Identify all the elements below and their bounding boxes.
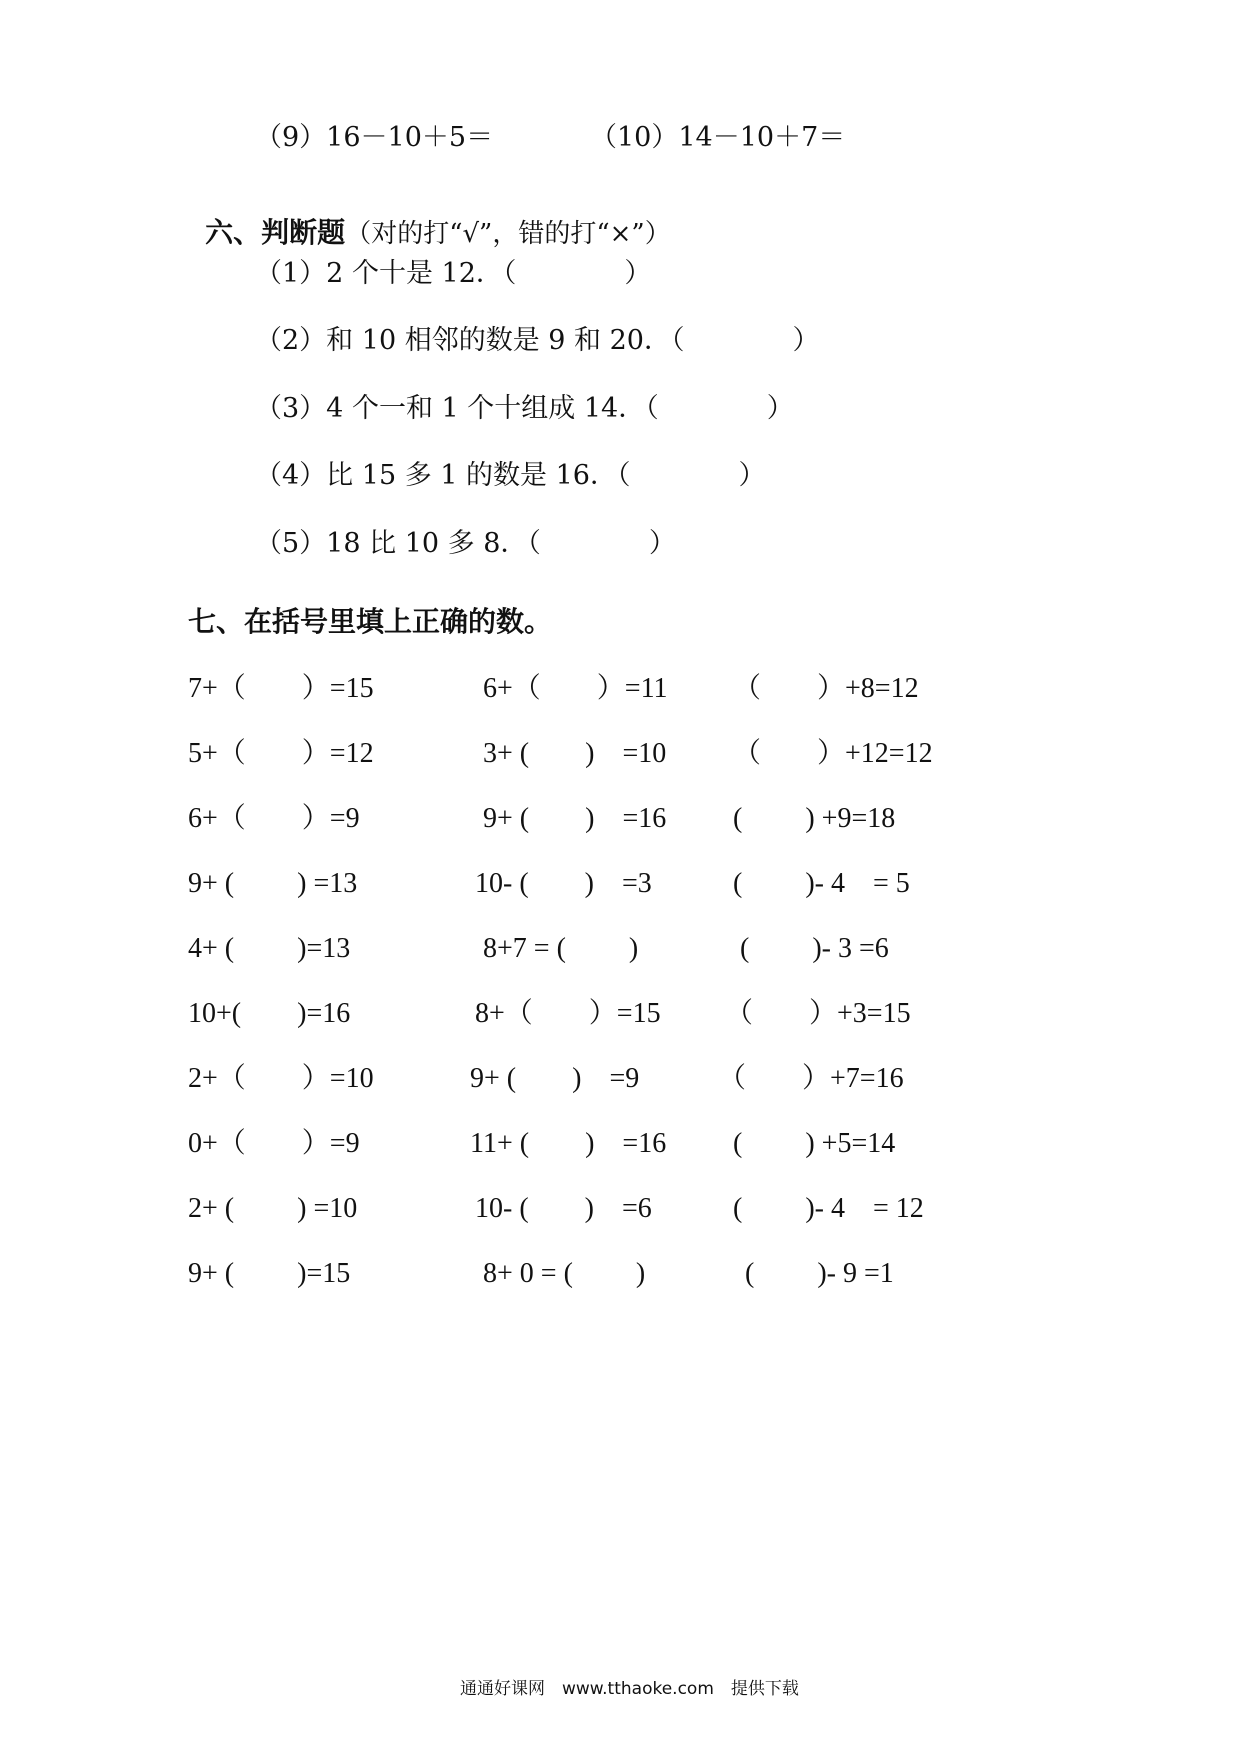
equation-r10-c3: ( )- 9 =1 [745, 1258, 894, 1289]
judgment-item-4: （4）比 15 多 1 的数是 16．（ ） [255, 460, 766, 491]
equation-r5-c2: 8+7 = ( ) [483, 933, 639, 964]
section-7-title: 七、在括号里填上正确的数。 [188, 605, 553, 638]
equation-r10-c2: 8+ 0 = ( ) [483, 1258, 646, 1289]
equation-r8-c2: 11+ ( ) =16 [470, 1128, 667, 1159]
equation-r4-c1: 9+ ( ) =13 [188, 868, 358, 899]
equation-r2-c3: （ ）+12=12 [733, 738, 933, 769]
equation-r5-c1: 4+ ( )=13 [188, 933, 351, 964]
equation-r3-c1: 6+（ ）=9 [188, 803, 360, 834]
equation-r9-c2: 10- ( ) =6 [475, 1193, 652, 1224]
equation-r2-c1: 5+（ ）=12 [188, 738, 374, 769]
section-6-heading [188, 192, 671, 247]
footer-text: 通通好课网 www.tthaoke.com 提供下载 [460, 1679, 799, 1699]
problem-9: （9）16－10＋5＝ [255, 122, 494, 153]
equation-r10-c1: 9+ ( )=15 [188, 1258, 351, 1289]
equation-r7-c2: 9+ ( ) =9 [470, 1063, 640, 1094]
equation-r3-c2: 9+ ( ) =16 [483, 803, 667, 834]
equation-r7-c1: 2+（ ）=10 [188, 1063, 374, 1094]
judgment-item-2: （2）和 10 相邻的数是 9 和 20．（ ） [255, 325, 820, 356]
equation-r9-c3: ( )- 4 = 12 [733, 1193, 924, 1224]
judgment-item-3: （3）4 个一和 1 个十组成 14．（ ） [255, 393, 794, 424]
equation-r1-c3: （ ）+8=12 [733, 673, 919, 704]
equation-r5-c3: ( )- 3 =6 [740, 933, 889, 964]
equation-r1-c1: 7+（ ）=15 [188, 673, 374, 704]
judgment-item-5: （5）18 比 10 多 8．（ ） [255, 528, 676, 559]
equation-r2-c2: 3+ ( ) =10 [483, 738, 667, 769]
equation-r6-c3: （ ）+3=15 [725, 998, 911, 1029]
problem-10: （10）14－10＋7＝ [590, 122, 846, 153]
judgment-item-1: （1）2 个十是 12．（ ） [255, 258, 652, 289]
equation-r7-c3: （ ）+7=16 [718, 1063, 904, 1094]
section-6-title: 六、判断题 [205, 216, 346, 249]
equation-r6-c2: 8+（ ）=15 [475, 998, 661, 1029]
equation-r4-c2: 10- ( ) =3 [475, 868, 652, 899]
equation-r8-c1: 0+（ ）=9 [188, 1128, 360, 1159]
equation-r9-c1: 2+ ( ) =10 [188, 1193, 358, 1224]
equation-r8-c3: ( ) +5=14 [733, 1128, 896, 1159]
equation-r1-c2: 6+（ ）=11 [483, 673, 668, 704]
equation-r4-c3: ( )- 4 = 5 [733, 868, 910, 899]
section-6-instruction: （对的打“√”，错的打“×”） [345, 219, 671, 249]
equation-r6-c1: 10+( )=16 [188, 998, 351, 1029]
equation-r3-c3: ( ) +9=18 [733, 803, 896, 834]
